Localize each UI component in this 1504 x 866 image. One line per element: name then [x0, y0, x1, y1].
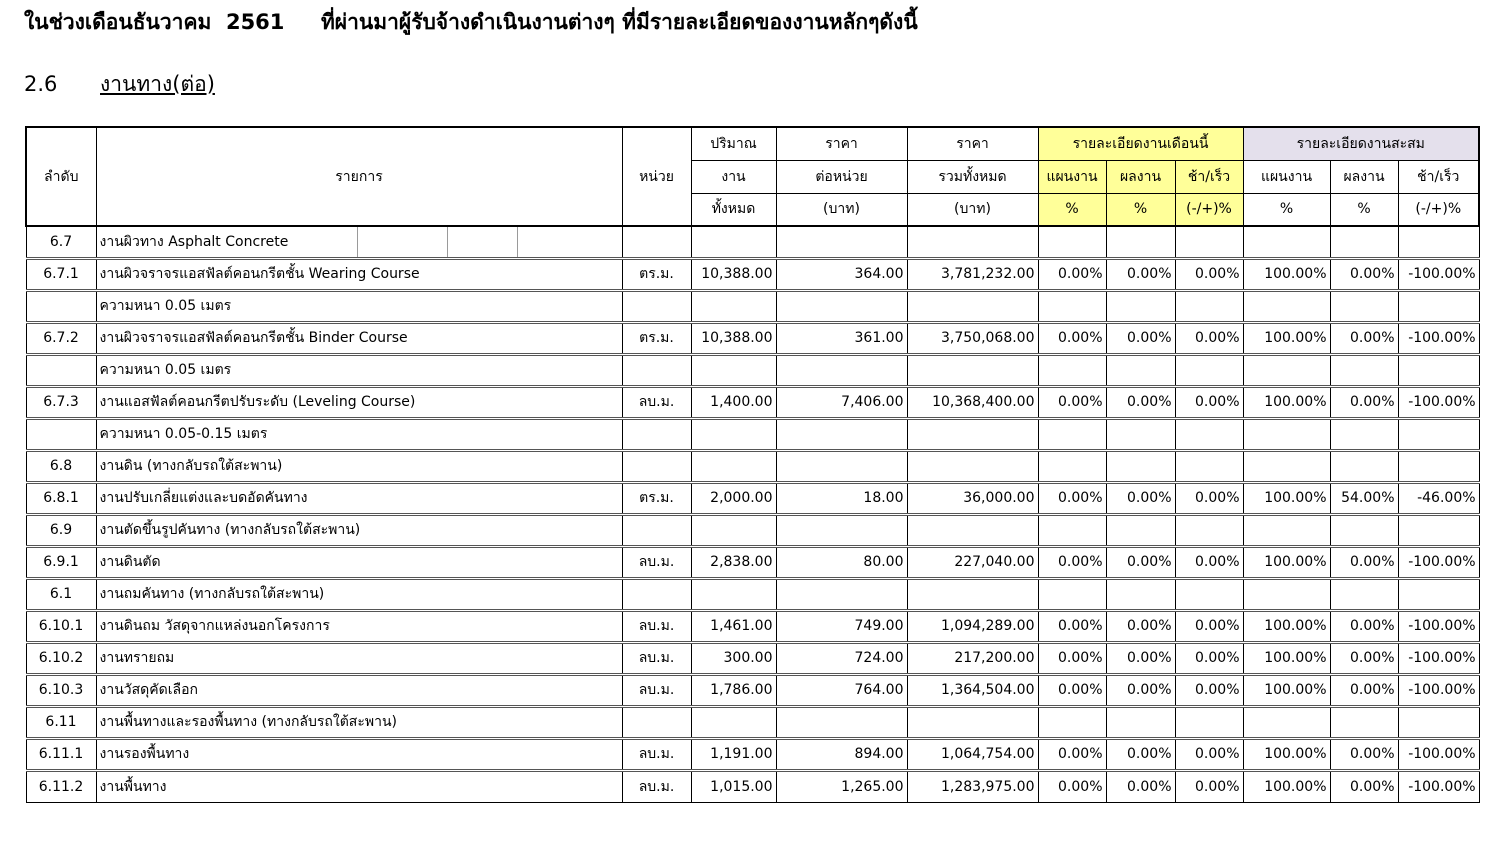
table-row: [26, 290, 1479, 322]
header-month-diff-pct: (-/+)%: [1175, 193, 1243, 226]
cell-month-diff: [1175, 226, 1243, 258]
cell-month-result: [1106, 418, 1175, 450]
cell-item: [96, 482, 622, 514]
item-text: งานพื้นทาง: [99, 778, 167, 795]
cell-cum-plan: [1243, 706, 1330, 738]
cell-unit: ลบ.ม.: [622, 386, 691, 418]
cell-qty: [691, 706, 776, 738]
cell-month-diff: [1175, 450, 1243, 482]
cell-month-diff: 0.00%: [1175, 322, 1243, 354]
header-cum-plan: แผนงาน: [1243, 160, 1330, 193]
cell-cum-result: 0.00%: [1330, 322, 1398, 354]
cell-total-price: 10,368,400.00: [907, 386, 1038, 418]
cell-cum-result: [1330, 226, 1398, 258]
cell-cum-result: 0.00%: [1330, 738, 1398, 770]
item-text: ความหนา 0.05 เมตร: [99, 362, 232, 378]
cell-qty: 1,786.00: [691, 674, 776, 706]
cell-cum-diff: [1398, 290, 1479, 322]
cell-no: 6.1: [26, 578, 96, 610]
cell-unit-price: [776, 418, 907, 450]
cell-cum-result: 0.00%: [1330, 770, 1398, 802]
cell-month-result: [1106, 226, 1175, 258]
table-row: [26, 738, 1479, 770]
cell-month-diff: 0.00%: [1175, 610, 1243, 642]
cell-month-diff: [1175, 354, 1243, 386]
cell-cum-plan: 100.00%: [1243, 322, 1330, 354]
cell-no: 6.9.1: [26, 546, 96, 578]
table-row: [26, 610, 1479, 642]
cell-unit-price: [776, 514, 907, 546]
cell-cum-plan: [1243, 354, 1330, 386]
cell-cum-diff: -100.00%: [1398, 322, 1479, 354]
cell-month-result: [1106, 290, 1175, 322]
cell-no: 6.10.1: [26, 610, 96, 642]
cell-unit-price: 7,406.00: [776, 386, 907, 418]
cell-cum-result: 0.00%: [1330, 610, 1398, 642]
item-text: ความหนา 0.05 เมตร: [99, 298, 232, 314]
cell-month-plan: [1038, 514, 1106, 546]
cell-unit: ลบ.ม.: [622, 770, 691, 802]
cell-month-result: 0.00%: [1106, 386, 1175, 418]
cell-month-result: 0.00%: [1106, 674, 1175, 706]
cell-item: [96, 578, 622, 610]
cell-unit: ลบ.ม.: [622, 642, 691, 674]
cell-month-diff: [1175, 578, 1243, 610]
cell-no: 6.7.1: [26, 258, 96, 290]
cell-unit-price: 724.00: [776, 642, 907, 674]
section-number: 2.6: [24, 72, 58, 96]
header-unit-price-2: ต่อหน่วย: [776, 160, 907, 193]
header-total-price-2: รวมทั้งหมด: [907, 160, 1038, 193]
cell-qty: 2,000.00: [691, 482, 776, 514]
cell-cum-plan: 100.00%: [1243, 738, 1330, 770]
cell-qty: [691, 418, 776, 450]
cell-total-price: [907, 450, 1038, 482]
cell-unit: ตร.ม.: [622, 258, 691, 290]
cell-unit-price: 1,265.00: [776, 770, 907, 802]
cell-cum-result: [1330, 290, 1398, 322]
header-qty-3: ทั้งหมด: [691, 193, 776, 226]
cell-unit: [622, 226, 691, 258]
cell-no: 6.10.2: [26, 642, 96, 674]
cell-month-result: [1106, 514, 1175, 546]
cell-unit-price: [776, 450, 907, 482]
header-month-plan-pct: %: [1038, 193, 1106, 226]
cell-item: [96, 738, 622, 770]
cell-total-price: 3,781,232.00: [907, 258, 1038, 290]
cell-cum-result: 0.00%: [1330, 258, 1398, 290]
cell-item: [96, 546, 622, 578]
item-text: งานปรับเกลี่ยแต่งและบดอัดคันทาง: [99, 490, 308, 506]
cell-unit: [622, 578, 691, 610]
header-month-result-pct: %: [1106, 193, 1175, 226]
cell-no: 6.11: [26, 706, 96, 738]
cell-month-plan: 0.00%: [1038, 546, 1106, 578]
table-row: [26, 258, 1479, 290]
table-row: [26, 546, 1479, 578]
cell-no: 6.8.1: [26, 482, 96, 514]
cell-unit: [622, 706, 691, 738]
cell-month-result: 0.00%: [1106, 738, 1175, 770]
cell-unit: ตร.ม.: [622, 482, 691, 514]
cell-month-plan: 0.00%: [1038, 322, 1106, 354]
header-cum-diff-pct: (-/+)%: [1398, 193, 1479, 226]
cell-cum-diff: [1398, 450, 1479, 482]
cell-item: [96, 706, 622, 738]
cell-qty: [691, 226, 776, 258]
header-month-plan: แผนงาน: [1038, 160, 1106, 193]
cell-month-result: 0.00%: [1106, 322, 1175, 354]
cell-cum-plan: 100.00%: [1243, 610, 1330, 642]
table-row: [26, 674, 1479, 706]
cell-unit-price: [776, 578, 907, 610]
cell-total-price: [907, 578, 1038, 610]
cell-total-price: 3,750,068.00: [907, 322, 1038, 354]
cell-item: [96, 674, 622, 706]
cell-month-plan: [1038, 450, 1106, 482]
section-title: [24, 68, 215, 101]
header-qty-1: ปริมาณ: [691, 127, 776, 160]
cell-cum-diff: -100.00%: [1398, 610, 1479, 642]
item-text: งานแอสฟัลต์คอนกรีตปรับระดับ (Leveling Course): [99, 394, 416, 410]
cell-qty: 10,388.00: [691, 322, 776, 354]
cell-month-diff: [1175, 418, 1243, 450]
cell-month-plan: [1038, 578, 1106, 610]
cell-divider: [517, 227, 518, 257]
cell-month-result: 0.00%: [1106, 610, 1175, 642]
header-cum-result-pct: %: [1330, 193, 1398, 226]
cell-total-price: 1,364,504.00: [907, 674, 1038, 706]
table-row: [26, 770, 1479, 802]
cell-month-result: [1106, 354, 1175, 386]
header-no: ลำดับ: [26, 127, 96, 226]
cell-qty: 1,400.00: [691, 386, 776, 418]
header-qty-2: งาน: [691, 160, 776, 193]
cell-cum-plan: 100.00%: [1243, 674, 1330, 706]
cell-no: [26, 354, 96, 386]
cell-no: [26, 290, 96, 322]
cell-cum-result: 0.00%: [1330, 546, 1398, 578]
cell-month-result: [1106, 706, 1175, 738]
cell-unit: [622, 290, 691, 322]
cell-cum-diff: -100.00%: [1398, 258, 1479, 290]
cell-qty: [691, 578, 776, 610]
cell-month-plan: 0.00%: [1038, 258, 1106, 290]
cell-cum-result: [1330, 706, 1398, 738]
cell-unit: ลบ.ม.: [622, 610, 691, 642]
cell-item: [96, 290, 622, 322]
table-row: [26, 514, 1479, 546]
cell-item: [96, 386, 622, 418]
cell-cum-plan: [1243, 226, 1330, 258]
cell-no: [26, 418, 96, 450]
cell-total-price: [907, 706, 1038, 738]
cell-unit: ลบ.ม.: [622, 674, 691, 706]
cell-month-plan: 0.00%: [1038, 386, 1106, 418]
cell-item: [96, 354, 622, 386]
cell-no: 6.7: [26, 226, 96, 258]
cell-unit: [622, 354, 691, 386]
cell-qty: 1,461.00: [691, 610, 776, 642]
cell-month-result: 0.00%: [1106, 546, 1175, 578]
cell-no: 6.11.1: [26, 738, 96, 770]
table-row: [26, 226, 1479, 258]
cell-unit: ลบ.ม.: [622, 546, 691, 578]
header-unit-price-1: ราคา: [776, 127, 907, 160]
cell-month-diff: 0.00%: [1175, 770, 1243, 802]
cell-divider: [447, 227, 448, 257]
cell-cum-result: 54.00%: [1330, 482, 1398, 514]
cell-cum-result: [1330, 418, 1398, 450]
cell-item: [96, 418, 622, 450]
item-text: งานรองพื้นทาง: [99, 746, 190, 762]
cell-month-result: 0.00%: [1106, 258, 1175, 290]
cell-month-result: 0.00%: [1106, 642, 1175, 674]
cell-unit-price: 894.00: [776, 738, 907, 770]
cell-month-result: 0.00%: [1106, 482, 1175, 514]
progress-table: [25, 126, 1480, 803]
header-month-diff: ช้า/เร็ว: [1175, 160, 1243, 193]
cell-item: [96, 642, 622, 674]
header-cum-plan-pct: %: [1243, 193, 1330, 226]
cell-total-price: [907, 354, 1038, 386]
cell-month-plan: 0.00%: [1038, 610, 1106, 642]
cell-unit-price: 764.00: [776, 674, 907, 706]
cell-total-price: 36,000.00: [907, 482, 1038, 514]
cell-unit: [622, 450, 691, 482]
cell-cum-plan: [1243, 290, 1330, 322]
item-text: ความหนา 0.05-0.15 เมตร: [99, 426, 268, 442]
cell-no: 6.10.3: [26, 674, 96, 706]
cell-cum-diff: [1398, 226, 1479, 258]
table-row: [26, 418, 1479, 450]
cell-item: [96, 450, 622, 482]
cell-no: 6.7.2: [26, 322, 96, 354]
cell-no: 6.7.3: [26, 386, 96, 418]
cell-unit-price: [776, 706, 907, 738]
cell-qty: [691, 450, 776, 482]
cell-cum-plan: [1243, 514, 1330, 546]
cell-unit-price: [776, 226, 907, 258]
cell-qty: 1,191.00: [691, 738, 776, 770]
cell-month-diff: 0.00%: [1175, 482, 1243, 514]
cell-cum-diff: [1398, 354, 1479, 386]
cell-cum-diff: [1398, 418, 1479, 450]
table-row: [26, 706, 1479, 738]
header-item: รายการ: [96, 127, 622, 226]
section-name: งานทาง(ต่อ): [100, 72, 215, 96]
cell-total-price: 227,040.00: [907, 546, 1038, 578]
cell-month-diff: [1175, 706, 1243, 738]
cell-month-diff: 0.00%: [1175, 546, 1243, 578]
item-text: งานผิวจราจรแอสฟัลต์คอนกรีตชั้น Wearing Course: [99, 266, 420, 282]
cell-month-plan: 0.00%: [1038, 770, 1106, 802]
item-text: งานผิวจราจรแอสฟัลต์คอนกรีตชั้น Binder Course: [99, 330, 408, 346]
cell-no: 6.8: [26, 450, 96, 482]
cell-cum-diff: -100.00%: [1398, 642, 1479, 674]
cell-total-price: 1,064,754.00: [907, 738, 1038, 770]
header-cum-diff: ช้า/เร็ว: [1398, 160, 1479, 193]
cell-unit-price: 18.00: [776, 482, 907, 514]
cell-cum-diff: -100.00%: [1398, 674, 1479, 706]
table-row: [26, 354, 1479, 386]
cell-month-plan: [1038, 418, 1106, 450]
cell-cum-plan: 100.00%: [1243, 546, 1330, 578]
cell-month-result: 0.00%: [1106, 770, 1175, 802]
cell-no: 6.9: [26, 514, 96, 546]
cell-cum-diff: -100.00%: [1398, 386, 1479, 418]
item-text: งานผิวทาง Asphalt Concrete: [99, 233, 289, 250]
cell-cum-plan: [1243, 578, 1330, 610]
cell-divider: [357, 227, 358, 257]
cell-cum-diff: -100.00%: [1398, 546, 1479, 578]
cell-unit-price: [776, 354, 907, 386]
cell-total-price: [907, 418, 1038, 450]
cell-item: [96, 514, 622, 546]
header-unit-price-3: (บาท): [776, 193, 907, 226]
cell-no: 6.11.2: [26, 770, 96, 802]
cell-month-plan: [1038, 354, 1106, 386]
cell-total-price: 1,094,289.00: [907, 610, 1038, 642]
cell-month-diff: 0.00%: [1175, 258, 1243, 290]
cell-unit: [622, 418, 691, 450]
cell-cum-diff: [1398, 706, 1479, 738]
cell-cum-result: [1330, 450, 1398, 482]
cell-unit: [622, 514, 691, 546]
cell-month-plan: [1038, 226, 1106, 258]
cell-cum-diff: -46.00%: [1398, 482, 1479, 514]
cell-unit-price: 364.00: [776, 258, 907, 290]
cell-cum-plan: 100.00%: [1243, 386, 1330, 418]
cell-unit: ลบ.ม.: [622, 738, 691, 770]
header-cum-result: ผลงาน: [1330, 160, 1398, 193]
cell-item: [96, 610, 622, 642]
item-text: งานถมคันทาง (ทางกลับรถใต้สะพาน): [99, 586, 325, 602]
item-text: งานดินตัด: [99, 554, 161, 570]
cell-unit: ตร.ม.: [622, 322, 691, 354]
item-text: งานดินถม วัสดุจากแหล่งนอกโครงการ: [99, 618, 330, 634]
table-row: [26, 322, 1479, 354]
cell-cum-result: [1330, 514, 1398, 546]
cell-cum-result: 0.00%: [1330, 386, 1398, 418]
cell-cum-plan: 100.00%: [1243, 770, 1330, 802]
cell-total-price: [907, 290, 1038, 322]
cell-cum-plan: 100.00%: [1243, 258, 1330, 290]
cell-month-diff: 0.00%: [1175, 386, 1243, 418]
header-total-price-1: ราคา: [907, 127, 1038, 160]
cell-month-diff: [1175, 514, 1243, 546]
cell-cum-plan: 100.00%: [1243, 642, 1330, 674]
cell-total-price: 1,283,975.00: [907, 770, 1038, 802]
table-row: [26, 450, 1479, 482]
cell-qty: [691, 514, 776, 546]
cell-month-plan: [1038, 706, 1106, 738]
item-text: งานตัดขึ้นรูปคันทาง (ทางกลับรถใต้สะพาน): [99, 522, 361, 538]
table-row: [26, 578, 1479, 610]
cell-unit-price: 749.00: [776, 610, 907, 642]
cell-total-price: 217,200.00: [907, 642, 1038, 674]
cell-unit-price: [776, 290, 907, 322]
cell-item: [96, 258, 622, 290]
cell-cum-result: 0.00%: [1330, 674, 1398, 706]
header-total-price-3: (บาท): [907, 193, 1038, 226]
cell-cum-diff: -100.00%: [1398, 738, 1479, 770]
cell-month-diff: [1175, 290, 1243, 322]
item-text: งานทรายถม: [99, 650, 175, 666]
cell-qty: 10,388.00: [691, 258, 776, 290]
cell-item: [96, 322, 622, 354]
cell-month-plan: 0.00%: [1038, 642, 1106, 674]
item-text: งานวัสดุคัดเลือก: [99, 682, 198, 698]
cell-month-plan: [1038, 290, 1106, 322]
cell-item: [96, 226, 622, 258]
cell-cum-plan: [1243, 450, 1330, 482]
cell-month-plan: 0.00%: [1038, 482, 1106, 514]
cell-qty: 1,015.00: [691, 770, 776, 802]
header-cumulative: รายละเอียดงานสะสม: [1243, 127, 1479, 160]
header-month-result: ผลงาน: [1106, 160, 1175, 193]
cell-cum-plan: [1243, 418, 1330, 450]
cell-qty: [691, 354, 776, 386]
cell-cum-result: 0.00%: [1330, 642, 1398, 674]
cell-qty: 2,838.00: [691, 546, 776, 578]
cell-cum-result: [1330, 354, 1398, 386]
cell-month-plan: 0.00%: [1038, 738, 1106, 770]
cell-qty: 300.00: [691, 642, 776, 674]
table-row: [26, 642, 1479, 674]
cell-qty: [691, 290, 776, 322]
cell-month-plan: 0.00%: [1038, 674, 1106, 706]
cell-unit-price: 80.00: [776, 546, 907, 578]
cell-month-diff: 0.00%: [1175, 674, 1243, 706]
header-this-month: รายละเอียดงานเดือนนี้: [1038, 127, 1243, 160]
cell-total-price: [907, 514, 1038, 546]
item-text: งานดิน (ทางกลับรถใต้สะพาน): [99, 458, 283, 474]
cell-month-result: [1106, 578, 1175, 610]
cell-unit-price: 361.00: [776, 322, 907, 354]
cell-cum-diff: -100.00%: [1398, 770, 1479, 802]
item-text: งานพื้นทางและรองพื้นทาง (ทางกลับรถใต้สะพาน): [99, 714, 397, 730]
cell-item: [96, 770, 622, 802]
table-row: [26, 386, 1479, 418]
cell-total-price: [907, 226, 1038, 258]
cell-cum-diff: [1398, 578, 1479, 610]
cell-month-diff: 0.00%: [1175, 642, 1243, 674]
table-row: [26, 482, 1479, 514]
cell-cum-plan: 100.00%: [1243, 482, 1330, 514]
cell-month-diff: 0.00%: [1175, 738, 1243, 770]
cell-cum-diff: [1398, 514, 1479, 546]
cell-month-result: [1106, 450, 1175, 482]
cell-cum-result: [1330, 578, 1398, 610]
header-unit: หน่วย: [622, 127, 691, 226]
page-heading: ในช่วงเดือนธันวาคม 2561 ที่ผ่านมาผู้รับจ้างดำเนินงานต่างๆ ที่มีรายละเอียดของงานหลักๆดังนี้: [24, 10, 918, 34]
